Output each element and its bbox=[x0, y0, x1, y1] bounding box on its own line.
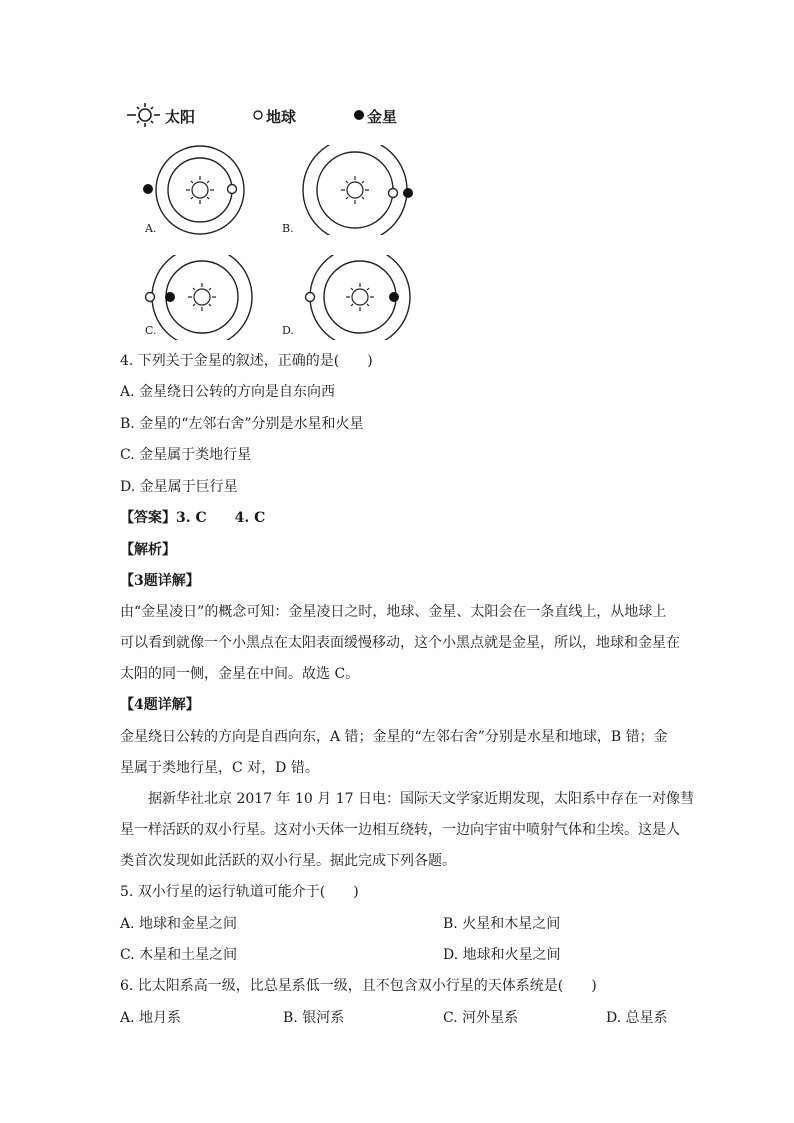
q5-stem: 5. 双小行星的运行轨道可能介于( ) bbox=[120, 884, 359, 900]
venus-icon bbox=[353, 100, 365, 130]
answer-line: 【答案】3. C 4. C bbox=[120, 510, 266, 526]
legend-earth-label: 地球 bbox=[266, 108, 297, 126]
q6-option-c: C. 河外星系 bbox=[443, 1010, 519, 1026]
q4-option-c: C. 金星属于类地行星 bbox=[120, 447, 252, 463]
q6-option-d: D. 总星系 bbox=[606, 1010, 668, 1026]
q4-option-a: A. 金星绕日公转的方向是自东向西 bbox=[120, 384, 336, 400]
detail4-line: 金星绕日公转的方向是自西向东，A 错；金星的“左邻右舍”分别是水星和地球，B 错；金 bbox=[120, 729, 668, 745]
diagram-c bbox=[140, 255, 260, 340]
diagram-legend bbox=[125, 100, 445, 130]
option-label-a: A. bbox=[145, 222, 157, 235]
analysis-heading: 【解析】 bbox=[120, 542, 176, 558]
q6-option-b: B. 银河系 bbox=[283, 1010, 345, 1026]
q5-option-d: D. 地球和火星之间 bbox=[443, 947, 561, 963]
detail3-heading: 【3题详解】 bbox=[120, 573, 200, 589]
earth-icon bbox=[252, 100, 264, 130]
q4-stem: 4. 下列关于金星的叙述，正确的是( ) bbox=[120, 353, 373, 369]
q5-option-c: C. 木星和土星之间 bbox=[120, 947, 238, 963]
option-label-c: C. bbox=[145, 324, 157, 337]
q4-option-b: B. 金星的“左邻右舍”分别是水星和火星 bbox=[120, 416, 364, 432]
diagram-b bbox=[300, 145, 420, 235]
passage-line: 星一样活跃的双小行星。这对小天体一边相互绕转，一边向宇宙中喷射气体和尘埃。这是人 bbox=[120, 822, 680, 838]
q5-option-b: B. 火星和木星之间 bbox=[443, 916, 561, 932]
q6-stem: 6. 比太阳系高一级，比总星系低一级，且不包含双小行星的天体系统是( ) bbox=[120, 978, 597, 994]
q6-option-a: A. 地月系 bbox=[120, 1010, 182, 1026]
option-label-d: D. bbox=[282, 324, 294, 337]
sun-icon bbox=[125, 100, 161, 130]
detail3-line: 可以看到就像一个小黑点在太阳表面缓慢移动，这个小黑点就是金星，所以，地球和金星在 bbox=[120, 635, 680, 651]
legend-sun-label: 太阳 bbox=[165, 108, 196, 126]
passage-line: 类首次发现如此活跃的双小行星。据此完成下列各题。 bbox=[120, 853, 456, 869]
detail3-line: 由“金星凌日”的概念可知：金星凌日之时，地球、金星、太阳会在一条直线上，从地球上 bbox=[120, 604, 667, 620]
detail3-line: 太阳的同一侧，金星在中间。故选 C。 bbox=[120, 666, 360, 682]
passage-line: 据新华社北京 2017 年 10 月 17 日电：国际天文学家近期发现，太阳系中存在一对像彗 bbox=[148, 791, 694, 807]
legend-venus-label: 金星 bbox=[367, 108, 398, 126]
diagram-d bbox=[300, 255, 420, 340]
detail4-line: 星属于类地行星，C 对，D 错。 bbox=[120, 760, 319, 776]
q4-option-d: D. 金星属于巨行星 bbox=[120, 479, 238, 495]
option-label-b: B. bbox=[282, 222, 294, 235]
detail4-heading: 【4题详解】 bbox=[120, 697, 200, 713]
q5-option-a: A. 地球和金星之间 bbox=[120, 916, 238, 932]
